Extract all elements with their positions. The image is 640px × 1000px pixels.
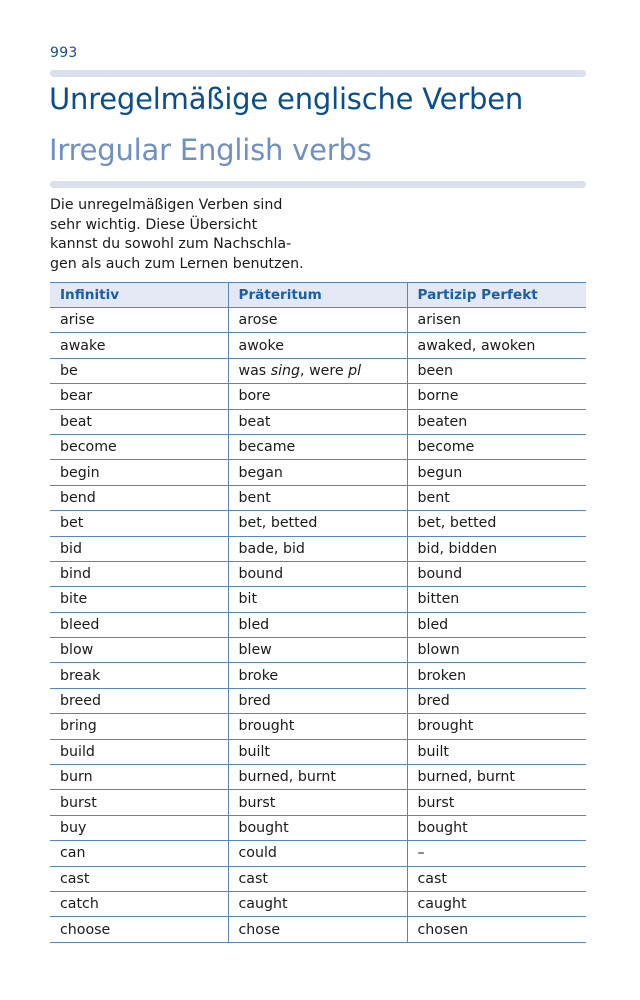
cell-past-participle: beaten — [407, 409, 586, 434]
cell-past-participle: bought — [407, 815, 586, 840]
cell-past-participle: bred — [407, 688, 586, 713]
cell-past-participle: arisen — [407, 308, 586, 333]
cell-preterite: was sing, were pl — [228, 358, 407, 383]
table-row — [50, 739, 586, 764]
table-row — [50, 409, 586, 434]
cell-infinitive: begin — [50, 460, 228, 485]
irregular-verbs-table — [50, 282, 586, 943]
cell-past-participle: begun — [407, 460, 586, 485]
cell-infinitive: awake — [50, 333, 228, 358]
table-row — [50, 815, 586, 840]
table-row — [50, 308, 586, 333]
cell-preterite: could — [228, 841, 407, 866]
intro-line: Die unregelmäßigen Verben sind — [50, 197, 283, 213]
cell-past-participle: – — [407, 841, 586, 866]
table-row — [50, 841, 586, 866]
cell-infinitive: buy — [50, 815, 228, 840]
table-row — [50, 688, 586, 713]
cell-infinitive: blow — [50, 638, 228, 663]
table-body — [50, 308, 586, 943]
cell-past-participle: built — [407, 739, 586, 764]
cell-infinitive: bleed — [50, 612, 228, 637]
cell-infinitive: beat — [50, 409, 228, 434]
table-row — [50, 638, 586, 663]
table-row — [50, 866, 586, 891]
cell-infinitive: bring — [50, 714, 228, 739]
table-row — [50, 714, 586, 739]
cell-preterite: bound — [228, 561, 407, 586]
cell-preterite: bought — [228, 815, 407, 840]
cell-preterite: arose — [228, 308, 407, 333]
intro-line: kannst du sowohl zum Nachschla- — [50, 236, 292, 253]
cell-past-participle: awaked, awoken — [407, 333, 586, 358]
cell-preterite: bled — [228, 612, 407, 637]
header-divider — [50, 70, 586, 77]
cell-infinitive: build — [50, 739, 228, 764]
table-row — [50, 891, 586, 916]
table-row — [50, 612, 586, 637]
table-row — [50, 511, 586, 536]
cell-infinitive: burn — [50, 765, 228, 790]
cell-preterite: bent — [228, 485, 407, 510]
cell-past-participle: burned, burnt — [407, 765, 586, 790]
cell-past-participle: cast — [407, 866, 586, 891]
page-title: Unregelmäßige englische Verben — [49, 82, 524, 116]
cell-infinitive: be — [50, 358, 228, 383]
cell-preterite: began — [228, 460, 407, 485]
cell-infinitive: breed — [50, 688, 228, 713]
cell-preterite: bit — [228, 587, 407, 612]
page-subtitle: Irregular English verbs — [49, 133, 372, 167]
table-row — [50, 460, 586, 485]
cell-past-participle: bet, betted — [407, 511, 586, 536]
cell-infinitive: choose — [50, 917, 228, 942]
cell-past-participle: bent — [407, 485, 586, 510]
cell-past-participle: become — [407, 434, 586, 459]
cell-preterite: chose — [228, 917, 407, 942]
table-row — [50, 384, 586, 409]
intro-line: sehr wichtig. Diese Übersicht — [50, 216, 258, 233]
cell-preterite: bade, bid — [228, 536, 407, 561]
table-row — [50, 333, 586, 358]
column-header-preterite: Präteritum — [228, 283, 407, 308]
table-row — [50, 561, 586, 586]
cell-infinitive: arise — [50, 308, 228, 333]
cell-preterite: burned, burnt — [228, 765, 407, 790]
table-row — [50, 485, 586, 510]
table-row — [50, 587, 586, 612]
cell-past-participle: brought — [407, 714, 586, 739]
column-header-past-participle: Partizip Perfekt — [407, 283, 586, 308]
cell-preterite: awoke — [228, 333, 407, 358]
table-row — [50, 765, 586, 790]
table-row — [50, 790, 586, 815]
intro-line: gen als auch zum Lernen benutzen. — [50, 255, 304, 272]
cell-infinitive: bend — [50, 485, 228, 510]
cell-preterite: blew — [228, 638, 407, 663]
cell-preterite: became — [228, 434, 407, 459]
column-header-infinitive: Infinitiv — [50, 283, 228, 308]
title-divider — [50, 181, 586, 188]
cell-preterite: built — [228, 739, 407, 764]
cell-infinitive: cast — [50, 866, 228, 891]
cell-preterite: cast — [228, 866, 407, 891]
cell-infinitive: burst — [50, 790, 228, 815]
cell-past-participle: bitten — [407, 587, 586, 612]
cell-infinitive: can — [50, 841, 228, 866]
cell-preterite: bet, betted — [228, 511, 407, 536]
cell-preterite: bred — [228, 688, 407, 713]
cell-past-participle: caught — [407, 891, 586, 916]
cell-infinitive: become — [50, 434, 228, 459]
cell-preterite: brought — [228, 714, 407, 739]
cell-past-participle: broken — [407, 663, 586, 688]
intro-paragraph — [50, 196, 320, 274]
table-row — [50, 358, 586, 383]
cell-past-participle: bound — [407, 561, 586, 586]
cell-infinitive: bind — [50, 561, 228, 586]
cell-past-participle: been — [407, 358, 586, 383]
cell-preterite: bore — [228, 384, 407, 409]
cell-past-participle: chosen — [407, 917, 586, 942]
cell-past-participle: blown — [407, 638, 586, 663]
cell-preterite: beat — [228, 409, 407, 434]
cell-past-participle: bled — [407, 612, 586, 637]
cell-past-participle: burst — [407, 790, 586, 815]
page-number: 993 — [50, 45, 78, 61]
cell-infinitive: bear — [50, 384, 228, 409]
cell-infinitive: bid — [50, 536, 228, 561]
cell-past-participle: bid, bidden — [407, 536, 586, 561]
cell-infinitive: bet — [50, 511, 228, 536]
table-row — [50, 917, 586, 942]
table-header-row — [50, 283, 586, 308]
cell-preterite: broke — [228, 663, 407, 688]
cell-preterite: caught — [228, 891, 407, 916]
grammar-label: sing — [270, 362, 301, 379]
cell-infinitive: break — [50, 663, 228, 688]
cell-infinitive: bite — [50, 587, 228, 612]
table-row — [50, 536, 586, 561]
grammar-label: pl — [348, 362, 362, 379]
table-row — [50, 434, 586, 459]
cell-past-participle: borne — [407, 384, 586, 409]
cell-infinitive: catch — [50, 891, 228, 916]
cell-preterite: burst — [228, 790, 407, 815]
table-row — [50, 663, 586, 688]
